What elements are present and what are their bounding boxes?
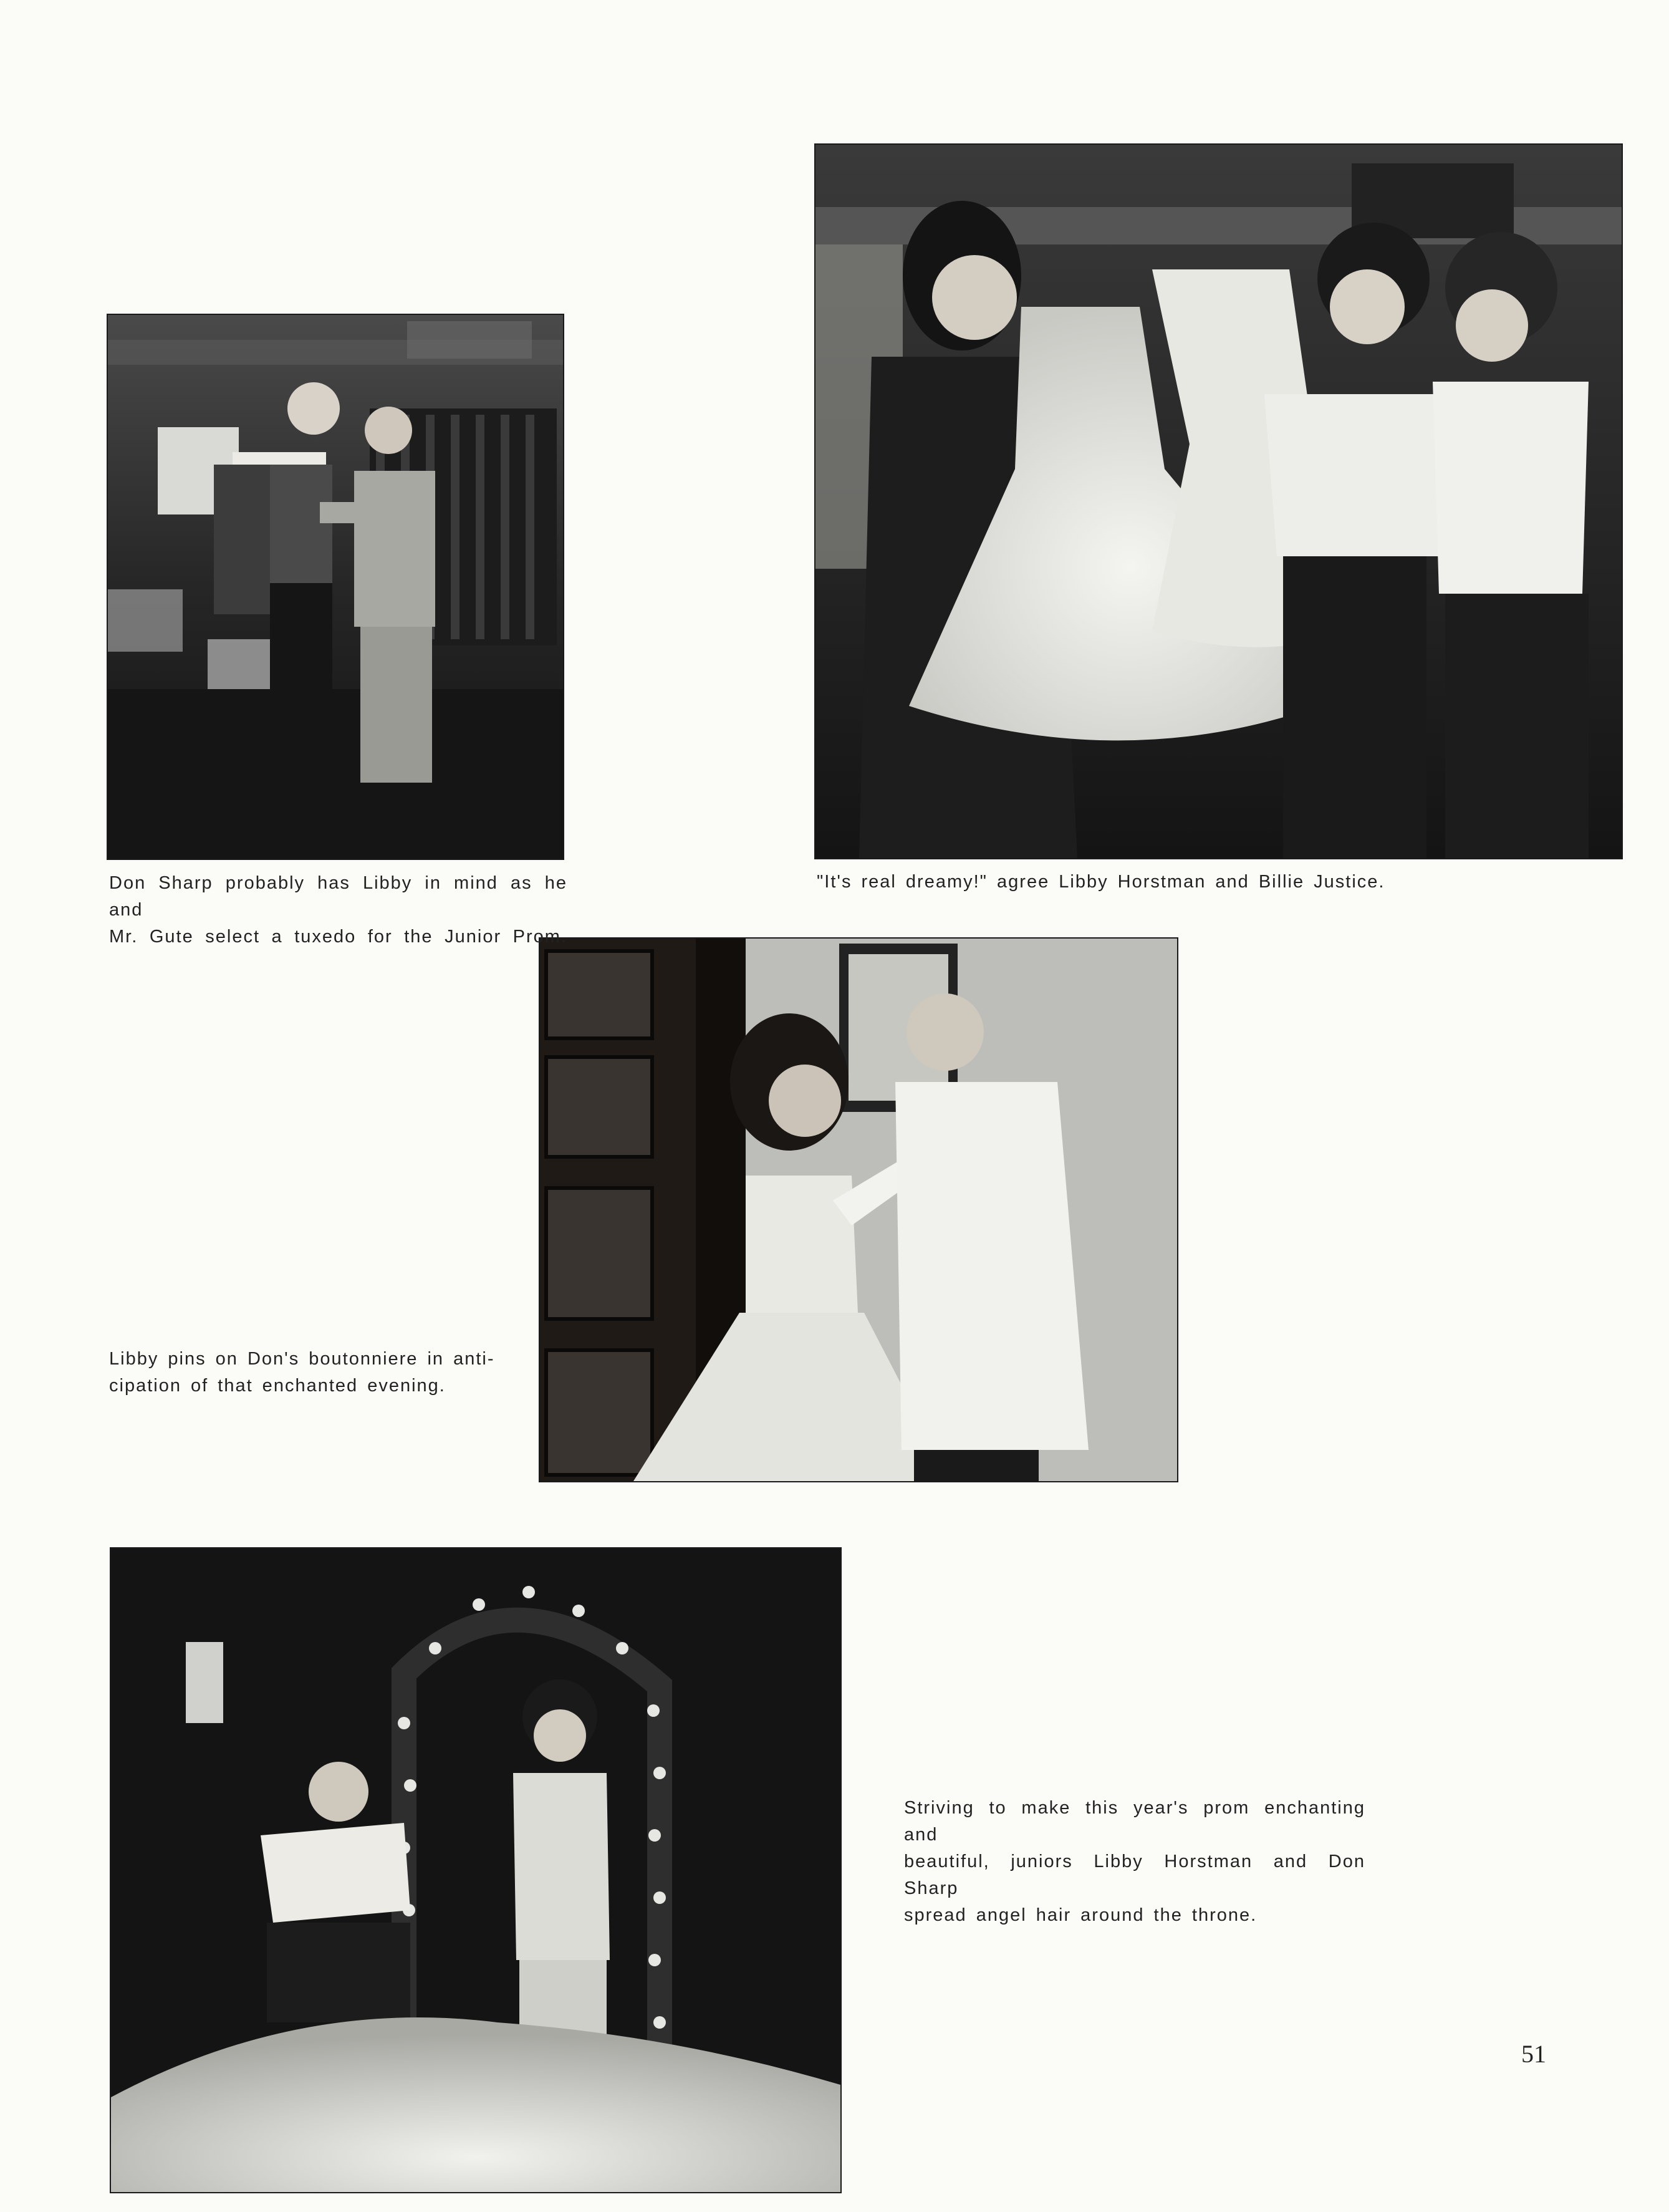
throne-caption-line-3: spread angel hair around the throne. <box>904 1905 1258 1925</box>
tuxedo-caption-line-1: Don Sharp probably has Libby in mind as he and <box>109 873 567 920</box>
tuxedo-caption <box>109 870 567 950</box>
throne-caption-line-1: Striving to make this year's prom enchanting and <box>904 1798 1365 1845</box>
dress-caption <box>817 869 1615 896</box>
boutonniere-photo <box>540 939 1177 1481</box>
boutonniere-caption <box>109 1346 508 1399</box>
dress-caption-line-1: "It's real dreamy!" agree Libby Horstman and Billie Justice. <box>817 872 1385 892</box>
page-number: 51 <box>1521 2040 1546 2068</box>
boutonniere-caption-line-1: Libby pins on Don's boutonniere in anti- <box>109 1349 495 1369</box>
tuxedo-fitting-photo <box>108 315 563 859</box>
throne-caption-line-2: beautiful, juniors Libby Horstman and Don Sharp <box>904 1852 1365 1898</box>
throne-caption <box>904 1795 1365 1929</box>
throne-decorating-photo <box>111 1548 840 2192</box>
tuxedo-caption-line-2: Mr. Gute select a tuxedo for the Junior Prom. <box>109 927 567 947</box>
dress-shopping-photo <box>815 145 1622 858</box>
boutonniere-caption-line-2: cipation of that enchanted evening. <box>109 1376 446 1396</box>
